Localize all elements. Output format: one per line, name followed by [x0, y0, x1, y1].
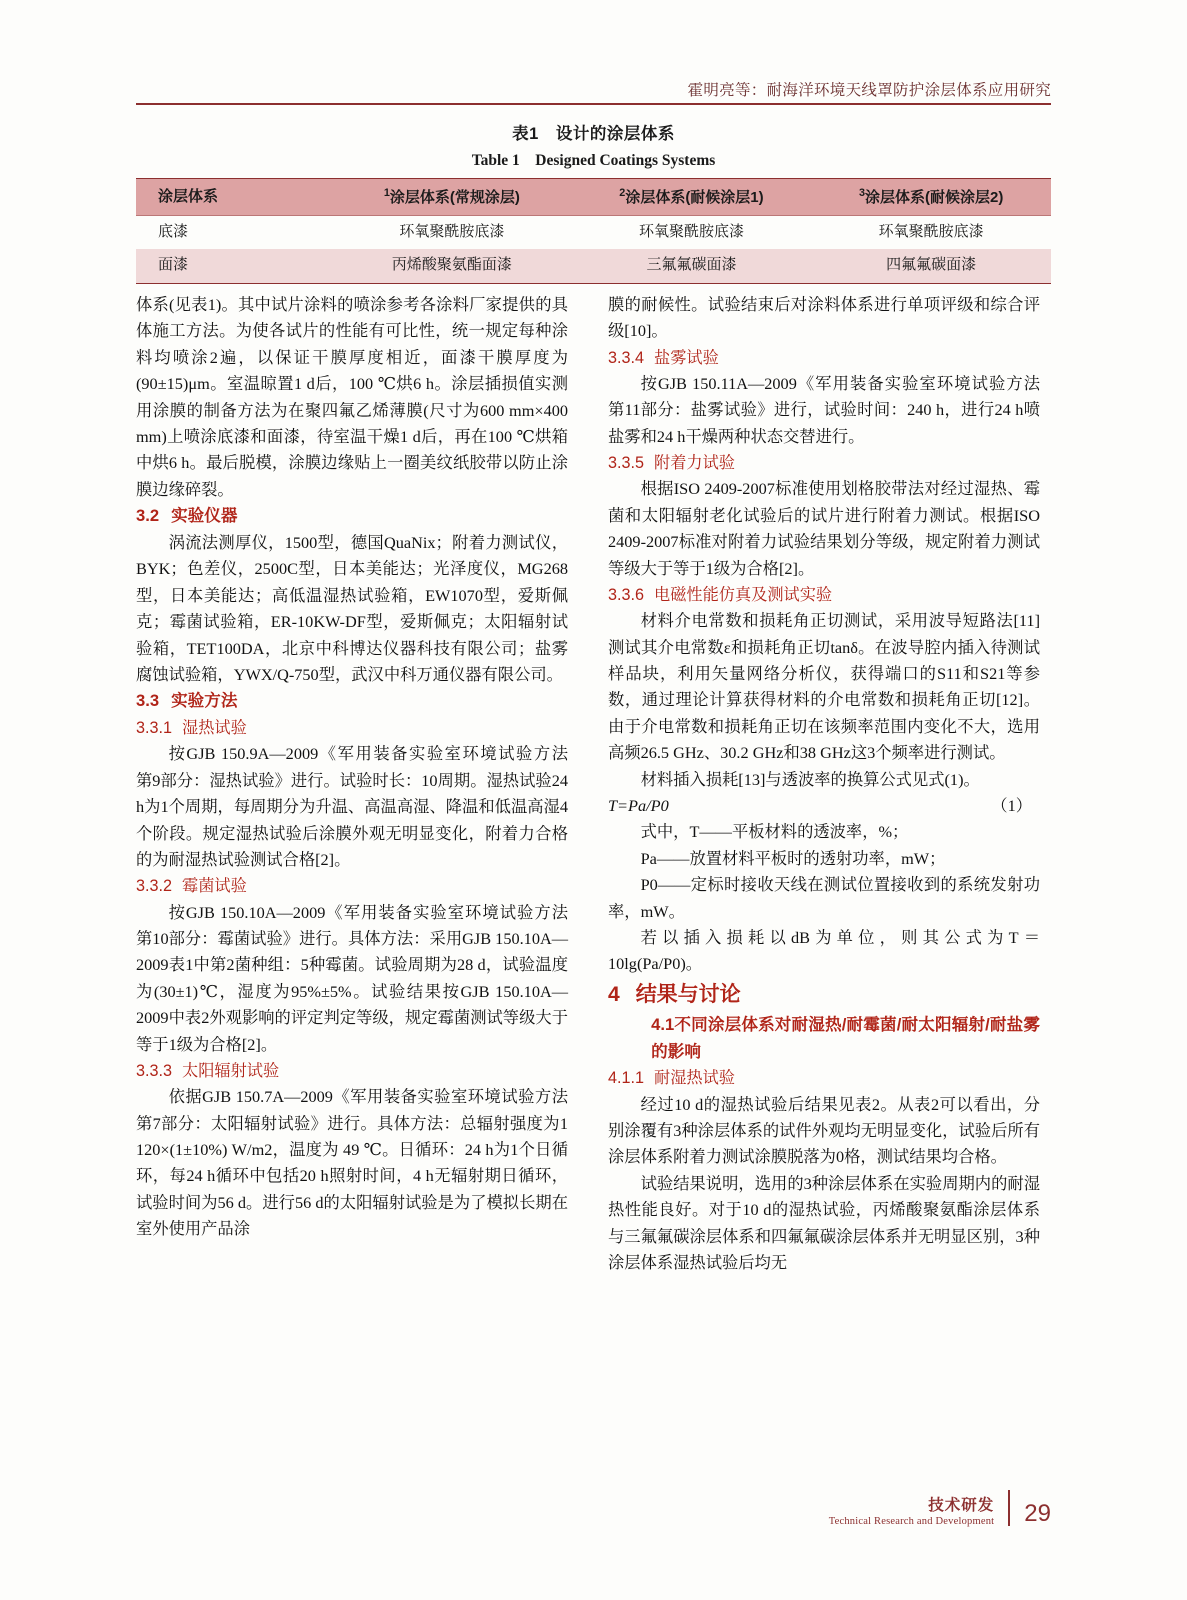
paragraph-em-simulation: 材料介电常数和损耗角正切测试，采用波导短路法[11]测试其介电常数ε和损耗角正切tanδ。在波导腔内插入待测试样品块，利用矢量网络分析仪，获得端口的S11和S21等参数，通过理论计算获得材料的介电常数和损耗角正切[12]。由于介电常数和损耗角正切在该频率范围内变化不大，选用高频26.5 GHz、30.2 GHz和38 GHz这3个频率进行测试。 — [608, 611, 1040, 763]
footer-brand-chinese: 技术研发 — [928, 1496, 995, 1514]
heading-4-1-1-label: 耐湿热试验 — [654, 1069, 735, 1088]
table-caption-english: Table 1 Designed Coatings Systems — [471, 152, 716, 169]
table-header-cell-0: 涂层体系 — [136, 179, 332, 216]
footer-divider — [1008, 1490, 1010, 1526]
cell-topcoat-1: 丙烯酸聚氨酯面漆 — [332, 249, 572, 283]
page-footer — [829, 1490, 1051, 1528]
table-header-cell-1 — [332, 179, 572, 216]
cell-topcoat-3: 四氟氟碳面漆 — [811, 249, 1051, 283]
paragraph-solar-test: 依据GJB 150.7A—2009《军用装备实验室环境试验方法 第7部分：太阳辐射试验》进行。具体方法：总辐射强度为1 120×(1±10%) W/m2，温度为 49 ℃。日循环：24 h为1个日循环，每24 h循环中包括20 h照射时间，4 h无辐射期日循环，试验时间为56 d。进行56 d的太阳辐射试验是为了模拟长期在室外使用产品涂 — [136, 1087, 585, 1239]
body-column-left — [136, 292, 585, 1243]
heading-3-3-6 — [608, 582, 1040, 608]
heading-3-3-5-label: 附着力试验 — [654, 454, 735, 473]
header-text-3: 涂层体系(耐候涂层2) — [864, 189, 1004, 206]
heading-3-3-4-number: 3.3.4 — [608, 348, 645, 367]
legend-P0: P0——定标时接收天线在测试位置接收到的系统发射功率，mW。 — [608, 875, 1040, 921]
header-divider — [136, 103, 1051, 105]
formula-number: （1） — [991, 795, 1032, 815]
heading-3-3-4-label: 盐雾试验 — [654, 348, 719, 367]
cell-topcoat-2: 三氟氟碳面漆 — [572, 249, 812, 283]
header-sup-1: 1 — [383, 187, 390, 199]
paragraph-humidity-discussion: 试验结果说明，选用的3种涂层体系在实验周期内的耐湿热性能良好。对于10 d的湿热试验，丙烯酸聚氨酯涂层体系与三氟氟碳涂层体系和四氟氟碳涂层体系并无明显区别，3种涂层体系湿热试验后均无 — [608, 1173, 1040, 1273]
heading-3-3-label: 实验方法 — [171, 691, 238, 711]
heading-3-3-2-label: 霉菌试验 — [182, 877, 247, 896]
legend-T: 式中，T——平板材料的透波率，%； — [640, 822, 909, 842]
formula-transmittance — [608, 793, 1040, 819]
row-label-topcoat: 面漆 — [136, 249, 332, 283]
table-header-cell-3 — [811, 179, 1051, 216]
body-column-right — [608, 292, 1057, 1276]
page-number: 29 — [1024, 1500, 1051, 1527]
heading-3-3-5 — [608, 450, 1040, 476]
paragraph-adhesion-test: 根据ISO 2409-2007标准使用划格胶带法对经过湿热、霉菌和太阳辐射老化试验后的试片进行附着力测试。根据ISO 2409-2007标准对附着力试验结果划分等级，规定附着力测试等级大于等于1级为合格[2]。 — [608, 479, 1040, 578]
heading-3-3-3 — [136, 1058, 568, 1084]
heading-3-3-1-label: 湿热试验 — [182, 719, 247, 738]
heading-3-3 — [136, 688, 568, 715]
heading-3-2-label: 实验仪器 — [171, 506, 238, 526]
heading-3-3-number: 3.3 — [136, 691, 160, 711]
heading-3-2-number: 3.2 — [136, 506, 160, 526]
table-row — [136, 249, 1051, 283]
heading-3-3-3-number: 3.3.3 — [136, 1061, 173, 1080]
heading-3-2 — [136, 503, 568, 530]
heading-4-number: 4 — [608, 982, 620, 1006]
header-text-1: 涂层体系(常规涂层) — [389, 189, 520, 206]
header-sup-3: 3 — [858, 187, 865, 199]
paragraph-humidity-result: 经过10 d的湿热试验后结果见表2。从表2可以看出，分别涂覆有3种涂层体系的试件外观均无明显变化，试验后所有涂层体系附着力测试涂膜脱落为0格，测试结果均合格。 — [608, 1094, 1040, 1167]
table-caption-chinese: 表1 设计的涂层体系 — [512, 125, 675, 143]
cell-primer-3: 环氧聚酰胺底漆 — [878, 223, 984, 240]
heading-3-3-1-number: 3.3.1 — [136, 719, 173, 738]
running-header: 霍明亮等：耐海洋环境天线罩防护涂层体系应用研究 — [687, 82, 1051, 99]
legend-Pa: Pa——放置材料平板时的透射功率，mW； — [640, 848, 946, 868]
heading-3-3-1 — [136, 715, 568, 741]
heading-4-1-label: 不同涂层体系对耐湿热/耐霉菌/耐太阳辐射/耐盐雾的影响 — [651, 1014, 1040, 1061]
heading-3-3-4 — [608, 345, 1040, 371]
table-row — [136, 215, 1051, 249]
heading-3-3-5-number: 3.3.5 — [608, 454, 645, 473]
heading-3-3-6-label: 电磁性能仿真及测试实验 — [654, 585, 833, 604]
heading-4 — [608, 978, 1040, 1012]
heading-3-3-2-number: 3.3.2 — [136, 877, 173, 896]
heading-3-3-6-number: 3.3.6 — [608, 585, 645, 604]
header-text-2: 涂层体系(耐候涂层1) — [625, 189, 764, 206]
cell-primer-1: 环氧聚酰胺底漆 — [399, 223, 505, 240]
heading-4-1-number: 4.1 — [651, 1014, 675, 1034]
coatings-systems-table — [136, 178, 1051, 284]
cell-primer-2: 环氧聚酰胺底漆 — [638, 223, 744, 240]
paragraph-mold-test: 按GJB 150.10A—2009《军用装备实验室环境试验方法 第10部分：霉菌试验》进行。具体方法：采用GJB 150.10A—2009表1中第2菌种组：5种霉菌。试验周期为28 d，试验温度为(30±1)℃，湿度为95%±5%。试验结果按GJB 150.10A—2009中表2外观影响的评定判定等级，规定霉菌测试等级大于等于1级为合格[2]。 — [136, 902, 585, 1054]
paragraph-instruments: 涡流法测厚仪，1500型，德国QuaNix；附着力测试仪，BYK；色差仪，2500C型，日本美能达；光泽度仪，MG268型，日本美能达；高低温湿热试验箱，EW1070型，爱斯佩克；霉菌试验箱，ER-10KW-DF型，爱斯佩克；太阳辐射试验箱，TET100DA，北京中科博达仪器科技有限公司；盐雾腐蚀试验箱，YWX/Q-750型，武汉中科万通仪器有限公司。 — [136, 533, 568, 684]
formula-expression: T=Pa/P0 — [608, 795, 669, 815]
paragraph-db-formula: 若以插入损耗以dB为单位，则其公式为T＝10lg(Pa/P0)。 — [608, 927, 1040, 974]
header-sup-2: 2 — [619, 187, 626, 199]
paragraph-saltspray-test: 按GJB 150.11A—2009《军用装备实验室环境试验方法 第11部分：盐雾试验》进行，试验时间：240 h，进行24 h喷盐雾和24 h干燥两种状态交替进行。 — [608, 374, 1057, 446]
row-label-primer: 底漆 — [158, 223, 189, 240]
heading-4-1 — [608, 1012, 1040, 1066]
heading-4-1-1 — [608, 1065, 1040, 1091]
heading-4-label: 结果与讨论 — [635, 982, 741, 1006]
paragraph-intro: 体系(见表1)。其中试片涂料的喷涂参考各涂料厂家提供的具体施工方法。为使各试片的性能有可比性，统一规定每种涂料均喷涂2遍，以保证干膜厚度相近，面漆干膜厚度为(90±15)μm。室温晾置1 d后，100 ℃烘6 h。涂层插损值实测用涂膜的制备方法为在聚四氟乙烯薄膜(尺寸为600 mm×400 mm)上喷涂底漆和面漆，待室温干燥1 d后，再在100 ℃烘箱中烘6 h。最后脱模，涂膜边缘贴上一圈美纹纸胶带以防止涂膜边缘碎裂。 — [136, 295, 568, 499]
table-header-row — [136, 179, 1051, 216]
heading-3-3-2 — [136, 873, 568, 899]
table-header-cell-2 — [572, 179, 812, 216]
heading-3-3-3-label: 太阳辐射试验 — [182, 1061, 280, 1080]
footer-brand-english: Technical Research and Development — [828, 1515, 995, 1527]
paragraph-weatherability: 膜的耐候性。试验结束后对涂料体系进行单项评级和综合评级[10]。 — [608, 295, 1040, 341]
paragraph-insertion-loss: 材料插入损耗[13]与透波率的换算公式见式(1)。 — [640, 769, 980, 789]
footer-brand — [829, 1496, 995, 1529]
paragraph-humidity-test: 按GJB 150.9A—2009《军用装备实验室环境试验方法 第9部分：湿热试验》进行。试验时长：10周期。湿热试验24 h为1个周期，每周期分为升温、高温高湿、降温和低温高湿4个阶段。规定湿热试验后涂膜外观无明显变化，附着力合格的为耐湿热试验测试合格[2]。 — [136, 744, 585, 870]
heading-4-1-1-number: 4.1.1 — [608, 1069, 645, 1088]
